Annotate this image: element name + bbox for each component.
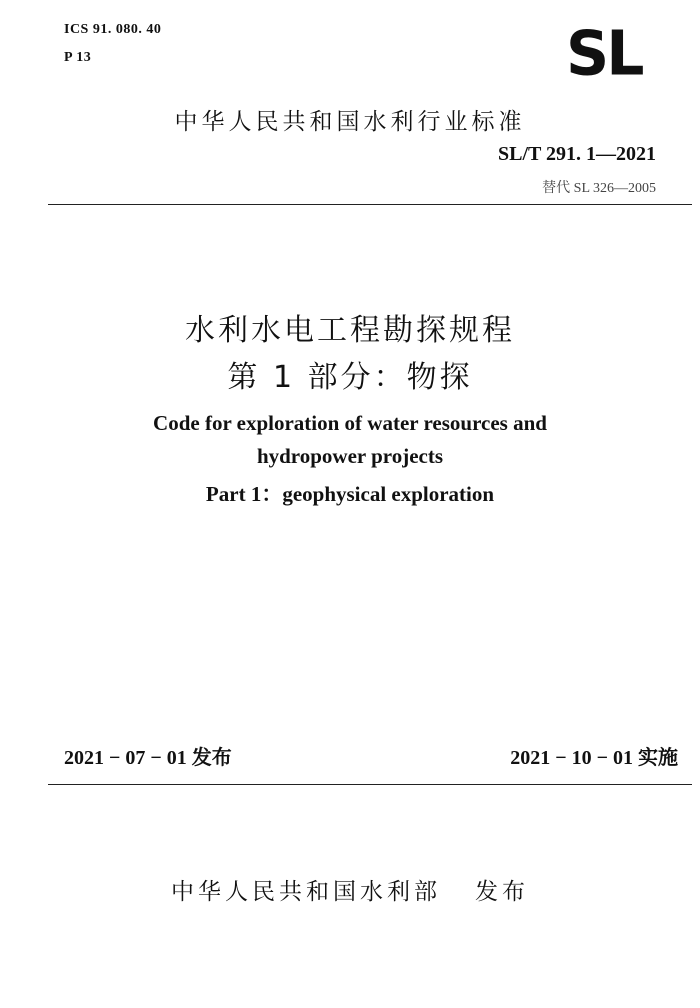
- sl-logo: SL: [566, 18, 642, 90]
- ics-code: ICS 91. 080. 40: [64, 22, 162, 37]
- title-english-line-2: hydropower projects: [256, 444, 444, 468]
- issue-date: 2021 − 07 − 01 发布: [64, 747, 232, 769]
- title-english-line-1: Code for exploration of water resources and: [153, 411, 547, 435]
- title-english-line-3: Part 1：geophysical exploration: [205, 482, 495, 506]
- sector-standard-title: 中华人民共和国水利行业标准: [174, 109, 526, 135]
- implementation-date: 2021 − 10 − 01 实施: [510, 747, 678, 769]
- title-chinese-line-1: 水利水电工程勘探规程: [185, 313, 515, 348]
- replaces-note: 替代 SL 326—2005: [542, 181, 656, 196]
- top-divider: [48, 204, 692, 205]
- bottom-divider: [48, 784, 692, 785]
- title-chinese-line-2: 第 1 部分：物探: [227, 360, 473, 395]
- standard-number: SL/T 291. 1—2021: [498, 143, 656, 165]
- ccs-code: P 13: [64, 50, 92, 65]
- issuing-authority: 中华人民共和国水利部 发布: [171, 879, 529, 905]
